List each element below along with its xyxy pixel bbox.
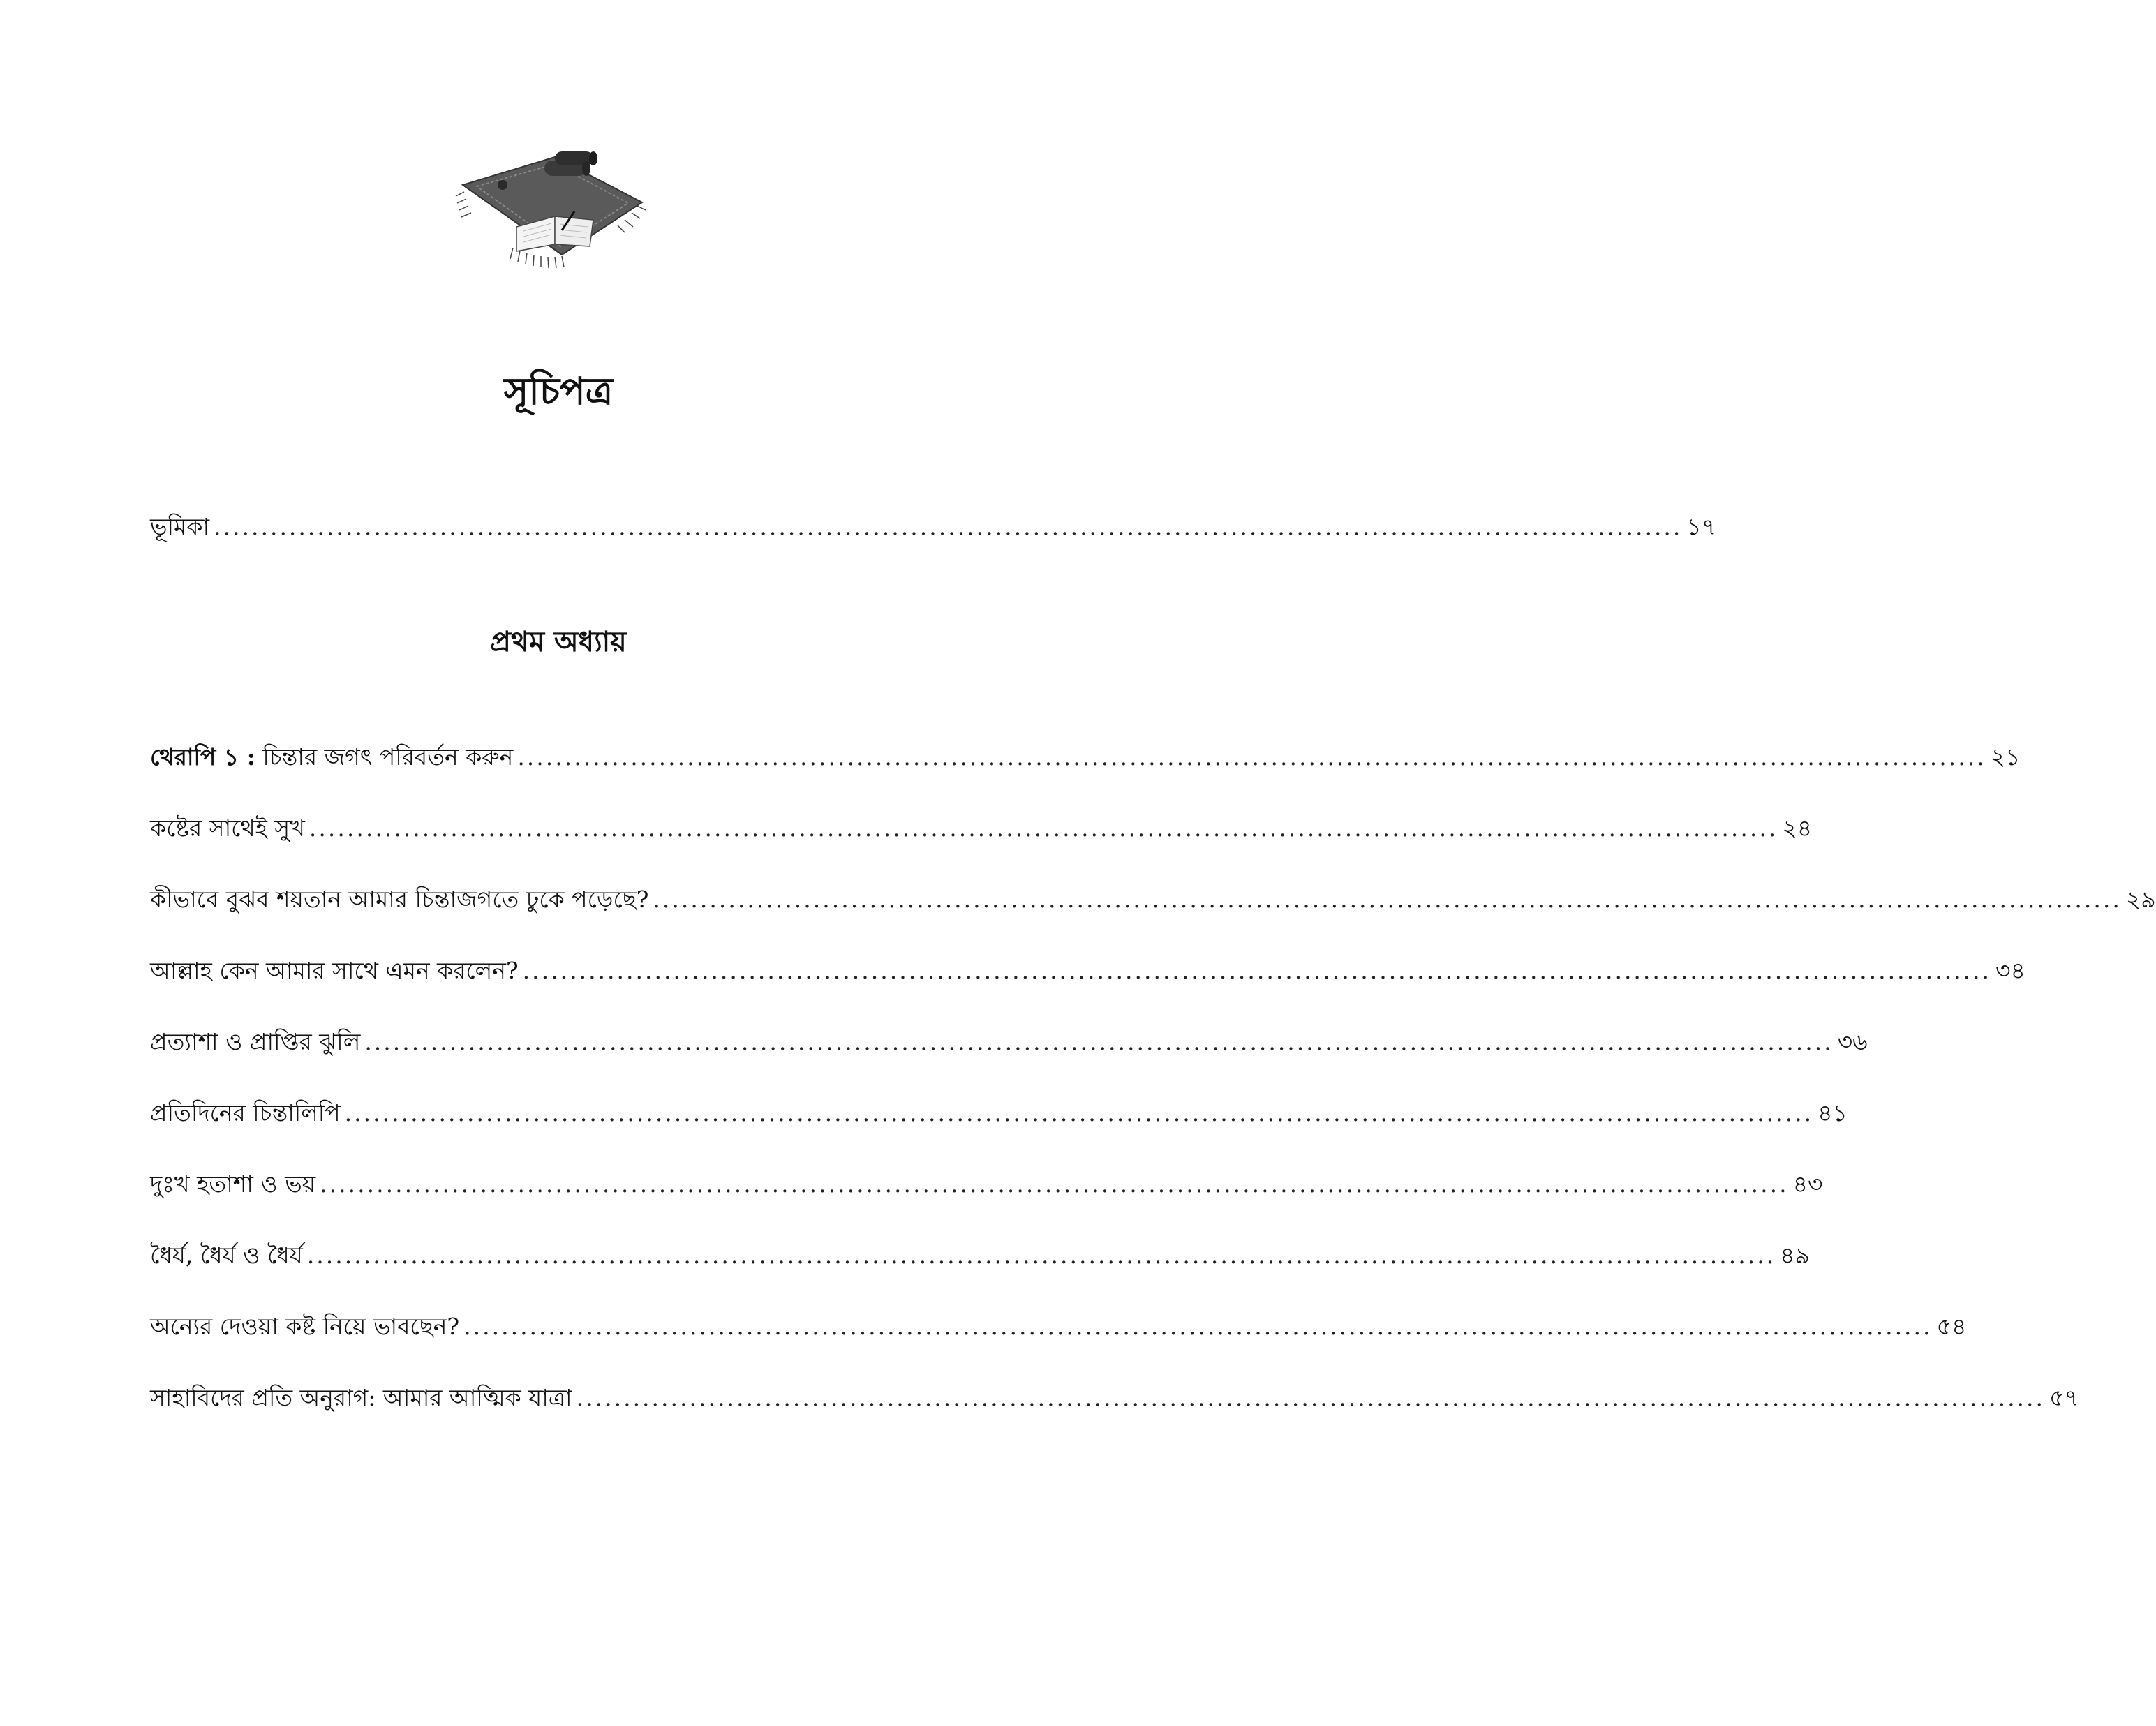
toc-entry-prefix: থেরাপি ১ : [150, 743, 255, 771]
page-title: সূচিপত্র [503, 369, 614, 413]
dot-leader: ............................................................................................................................................................ [320, 1170, 1789, 1198]
toc-entry-page: ১৭ [1686, 513, 1717, 540]
dot-leader: ............................................................................................................................................................ [214, 513, 1683, 540]
toc-entry-page: ৪৯ [1780, 1242, 1811, 1269]
toc-entry[interactable] [150, 736, 2021, 778]
toc-entry-page: ২৯ [2125, 886, 2156, 913]
chapter-heading: প্রথম অধ্যায় [490, 625, 627, 658]
dot-leader: ............................................................................................................................................................ [463, 1313, 1933, 1340]
toc-entry-page: ৪১ [1817, 1099, 1848, 1126]
toc-entry-page: ৩৬ [1837, 1028, 1868, 1055]
dot-leader: ............................................................................................................................................................ [364, 1028, 1834, 1055]
dot-leader: ............................................................................................................................................................ [522, 957, 1992, 984]
dot-leader: ............................................................................................................................................................ [576, 1384, 2046, 1411]
toc-entry-label: কষ্টের সাথেই সুখ [150, 814, 305, 842]
toc-entry-page: ২১ [1990, 743, 2021, 771]
toc-entry-label: ভূমিকা [150, 513, 210, 540]
toc-entry[interactable] [150, 1377, 2079, 1419]
toc-entry-label: অন্যের দেওয়া কষ্ট নিয়ে ভাবছেন? [150, 1313, 460, 1340]
prayer-rug-illustration [450, 143, 660, 269]
toc-entry-label: দুঃখ হতাশা ও ভয় [150, 1170, 316, 1198]
toc-entry[interactable] [150, 950, 2025, 992]
toc-entry[interactable] [150, 1021, 1868, 1063]
toc-entry[interactable] [150, 879, 2156, 921]
toc-entry-page: ৫৪ [1936, 1313, 1967, 1340]
toc-entry-label: কীভাবে বুঝব শয়তান আমার চিন্তাজগতে ঢুকে পড়েছে? [150, 886, 649, 913]
dot-leader: ............................................................................................................................................................ [653, 886, 2122, 913]
toc-entry[interactable] [150, 1235, 1811, 1277]
toc-entry-label: আল্লাহ কেন আমার সাথে এমন করলেন? [150, 957, 519, 984]
dot-leader: ............................................................................................................................................................ [344, 1099, 1814, 1126]
toc-entry[interactable] [150, 808, 1813, 849]
dot-leader: ............................................................................................................................................................ [517, 743, 1986, 771]
toc-entry[interactable] [150, 1306, 1967, 1348]
toc-entry-page: ৩৪ [1995, 957, 2025, 984]
toc-entry-label: চিন্তার জগৎ পরিবর্তন করুন [262, 743, 514, 771]
toc-entry-preface[interactable] [150, 506, 1717, 548]
toc-entry-label: ধৈর্য, ধৈর্য ও ধৈর্য [150, 1242, 303, 1269]
toc-entry[interactable] [150, 1092, 1848, 1134]
toc-entry-label: প্রতিদিনের চিন্তালিপি [150, 1099, 341, 1126]
dot-leader: ............................................................................................................................................................ [308, 814, 1778, 842]
toc-entry-page: ৫৭ [2049, 1384, 2079, 1411]
dot-leader: ............................................................................................................................................................ [306, 1242, 1776, 1269]
toc-entry[interactable] [150, 1163, 1823, 1205]
toc-entry-page: ৪৩ [1792, 1170, 1823, 1198]
toc-entry-page: ২৪ [1782, 814, 1813, 842]
toc-entry-label: প্রত্যাশা ও প্রাপ্তির ঝুলি [150, 1028, 361, 1055]
toc-entry-label: সাহাবিদের প্রতি অনুরাগ: আমার আত্মিক যাত্রা [150, 1384, 572, 1411]
